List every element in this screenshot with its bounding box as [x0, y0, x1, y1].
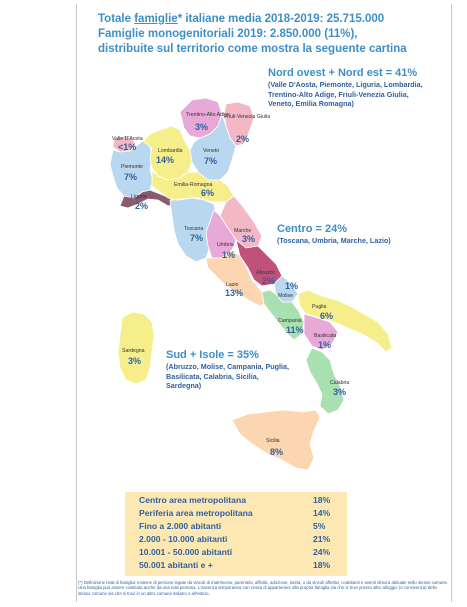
table-row-label: Periferia area metropolitana — [139, 508, 253, 518]
label-lazio: Lazio — [226, 282, 239, 288]
pct-lombardia: 14% — [156, 155, 175, 165]
note-sud-detail: (Abruzzo, Molise, Campania, Puglia, Basilicata, Calabria, Sicilia, Sardegna) — [166, 362, 290, 390]
famiglie-link[interactable]: famiglie — [134, 13, 178, 25]
pct-sardegna: 3% — [128, 356, 142, 366]
label-valle-aosta: Valle D'Aosta — [112, 136, 143, 142]
label-lombardia: Lombardia — [158, 148, 183, 154]
label-veneto: Veneto — [203, 148, 220, 154]
label-sardegna: Sardegna — [122, 348, 145, 354]
note-nord — [268, 66, 436, 109]
pct-friuli: 2% — [236, 134, 250, 144]
label-marche: Marche — [234, 228, 252, 234]
label-liguria: Liguria — [131, 194, 147, 200]
table-row-label: Fino a 2.000 abitanti — [139, 521, 222, 531]
table-row — [139, 533, 341, 546]
label-abruzzo: Abruzzo — [256, 270, 276, 276]
table-row-label: 10.001 - 50.000 abitanti — [139, 547, 233, 557]
table-row-value: 24% — [313, 547, 331, 557]
note-sud-heading: Sud + Isole = 35% — [166, 349, 259, 361]
label-trentino: Trentino-Alto Adige — [186, 112, 230, 118]
label-puglia: Puglia — [312, 304, 327, 310]
table-row-value: 5% — [313, 521, 326, 531]
note-centro — [277, 222, 437, 246]
note-nord-detail: (Valle D'Aosta, Piemonte, Liguria, Lombardia, Trentino-Alto Adige, Friuli-Venezia Giulia, Veneto, Emilia Romagna) — [268, 80, 423, 108]
label-umbria: Umbria — [217, 242, 234, 248]
note-nord-heading: Nord ovest + Nord est = 41% — [268, 67, 418, 79]
pct-veneto: 7% — [204, 156, 218, 166]
table-row — [139, 546, 341, 559]
label-emilia: Emilia-Romagna — [174, 182, 213, 188]
title-line-2: Famiglie monogenitoriali 2019: 2.850.000 (11%), — [98, 28, 358, 40]
pct-emilia: 6% — [201, 188, 215, 198]
label-toscana: Toscana — [184, 226, 204, 232]
table-row-label: 2.000 - 10.000 abitanti — [139, 534, 228, 544]
table-row-value: 14% — [313, 508, 331, 518]
pct-marche: 3% — [242, 234, 256, 244]
pct-abruzzo: 2% — [262, 276, 276, 286]
table-row — [139, 507, 341, 520]
table-row — [139, 559, 341, 572]
footnote: (*) Definizione Istat di famiglia: insieme di persone legate da vincoli di matrimonio, parentela, affinità, adozione, tutela, o da vincoli affettivi, coabitanti e aventi dimora abituale nello stesso comune. Una famiglia può essere costituita anche da una sola persona. L'assenza temporanea non cessa di appartenere alla propria famiglia sia che si trovi presso altro alloggio (o convivenza) dello stesso comune sia che si trovi in un altro comune italiano o all'estero. — [78, 580, 449, 596]
pct-trentino: 3% — [195, 122, 209, 132]
label-sicilia: Sicilia — [266, 438, 280, 444]
map-regions — [110, 98, 392, 470]
pct-liguria: 2% — [135, 201, 149, 211]
pct-piemonte: 7% — [124, 172, 138, 182]
table-row — [139, 494, 341, 507]
label-piemonte: Piemonte — [121, 164, 143, 170]
label-molise: Molise — [278, 293, 293, 299]
table-row — [139, 520, 341, 533]
pct-sicilia: 8% — [270, 447, 284, 457]
pct-molise: 1% — [285, 281, 299, 291]
table-row-value: 21% — [313, 534, 331, 544]
pct-valle-aosta: <1% — [118, 142, 137, 152]
municipality-table — [125, 492, 347, 576]
label-campania: Campania — [278, 318, 302, 324]
table-row-label: Centro area metropolitana — [139, 495, 246, 505]
title-line-1: Totale famiglie* italiane media 2018-2019: 25.715.000 — [98, 13, 385, 25]
table-row-label: 50.001 abitanti e + — [139, 560, 213, 570]
note-centro-heading: Centro = 24% — [277, 223, 347, 235]
pct-umbria: 1% — [222, 250, 236, 260]
table-row-value: 18% — [313, 495, 331, 505]
pct-toscana: 7% — [190, 233, 204, 243]
label-friuli: Friuli-Venezia Giulia — [224, 114, 271, 120]
label-basilicata: Basilicata — [314, 333, 337, 339]
note-sud — [166, 348, 294, 391]
pct-lazio: 13% — [225, 288, 244, 298]
pct-calabria: 3% — [333, 387, 347, 397]
pct-basilicata: 1% — [318, 340, 332, 350]
label-calabria: Calabria — [330, 380, 350, 386]
pct-campania: 11% — [286, 325, 304, 335]
note-centro-detail: (Toscana, Umbria, Marche, Lazio) — [277, 236, 391, 245]
table-row-value: 18% — [313, 560, 331, 570]
title-line-3: distribuite sul territorio come mostra la seguente cartina — [98, 43, 407, 55]
pct-puglia: 6% — [320, 311, 334, 321]
